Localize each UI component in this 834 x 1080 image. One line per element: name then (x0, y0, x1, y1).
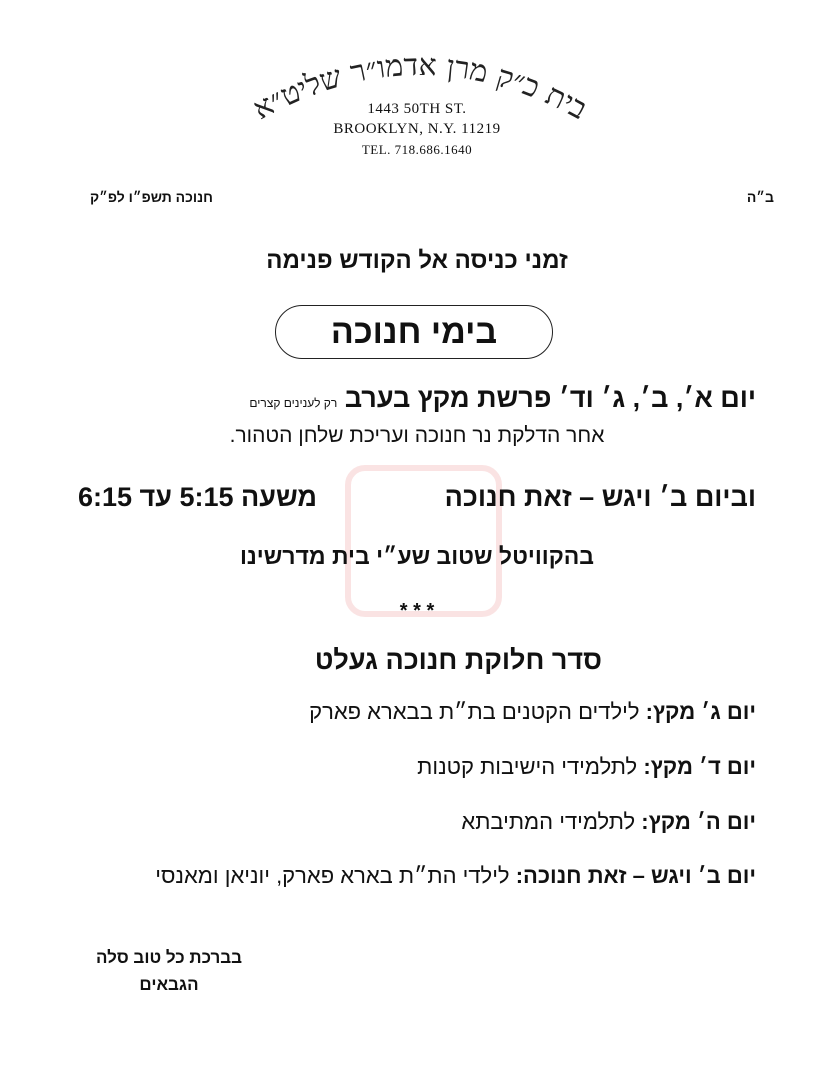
address-city: BROOKLYN, N.Y. 11219 (333, 121, 501, 137)
address-street: 1443 50TH ST. (367, 101, 467, 117)
phone: TEL. 718.686.1640 (361, 142, 473, 157)
schedule-line3-time: משעה 5:15 עד 6:15 (78, 482, 318, 512)
distribution-day: יום ג׳ מקץ: (645, 699, 756, 724)
signature-gabbaim: הגבאים (139, 975, 199, 994)
schedule-line4: בהקוויטל שטוב שע״י בית מדרשינו (239, 543, 595, 569)
distribution-item (309, 699, 756, 725)
distribution-text: לתלמידי הישיבות קטנות (417, 754, 644, 779)
distribution-day: יום ד׳ מקץ: (643, 754, 756, 779)
distribution-text: לילדים הקטנים בת״ת בבארא פארק (309, 699, 646, 724)
distribution-text: לתלמידי המתיבתא (461, 809, 642, 834)
distribution-day: יום ב׳ ויגש – זאת חנוכה: (515, 863, 756, 888)
distribution-heading: סדר חלוקת חנוכה געלט (314, 645, 602, 675)
boxed-title: בימי חנוכה (275, 305, 553, 359)
schedule-line1 (249, 383, 756, 414)
svg-text:בית כ״ק מרן אדמו״ר שליט״א: בית כ״ק מרן אדמו״ר שליט״א (247, 47, 593, 127)
distribution-text: לילדי הת״ת בארא פארק, יוניאן ומאנסי (155, 863, 516, 888)
distribution-item (155, 863, 756, 889)
schedule-line3-right: וביום ב׳ ויגש – זאת חנוכה (444, 482, 756, 512)
separator-stars: * * * (399, 600, 435, 622)
bh-header: ב״ה (746, 189, 774, 205)
signature-blessing: בברכת כל טוב סלה (95, 948, 243, 967)
schedule-days: יום א׳, ב׳, ג׳ וד׳ פרשת מקץ בערב (344, 383, 756, 413)
date-header: חנוכה תשפ״ו לפ״ק (90, 189, 213, 205)
distribution-day: יום ה׳ מקץ: (641, 809, 756, 834)
distribution-item (417, 754, 756, 780)
distribution-item (461, 809, 756, 835)
schedule-note: רק לענינים קצרים (249, 396, 338, 410)
schedule-line2: אחר הדלקת נר חנוכה ועריכת שלחן הטהור. (229, 424, 605, 447)
page-title: זמני כניסה אל הקודש פנימה (266, 247, 568, 274)
